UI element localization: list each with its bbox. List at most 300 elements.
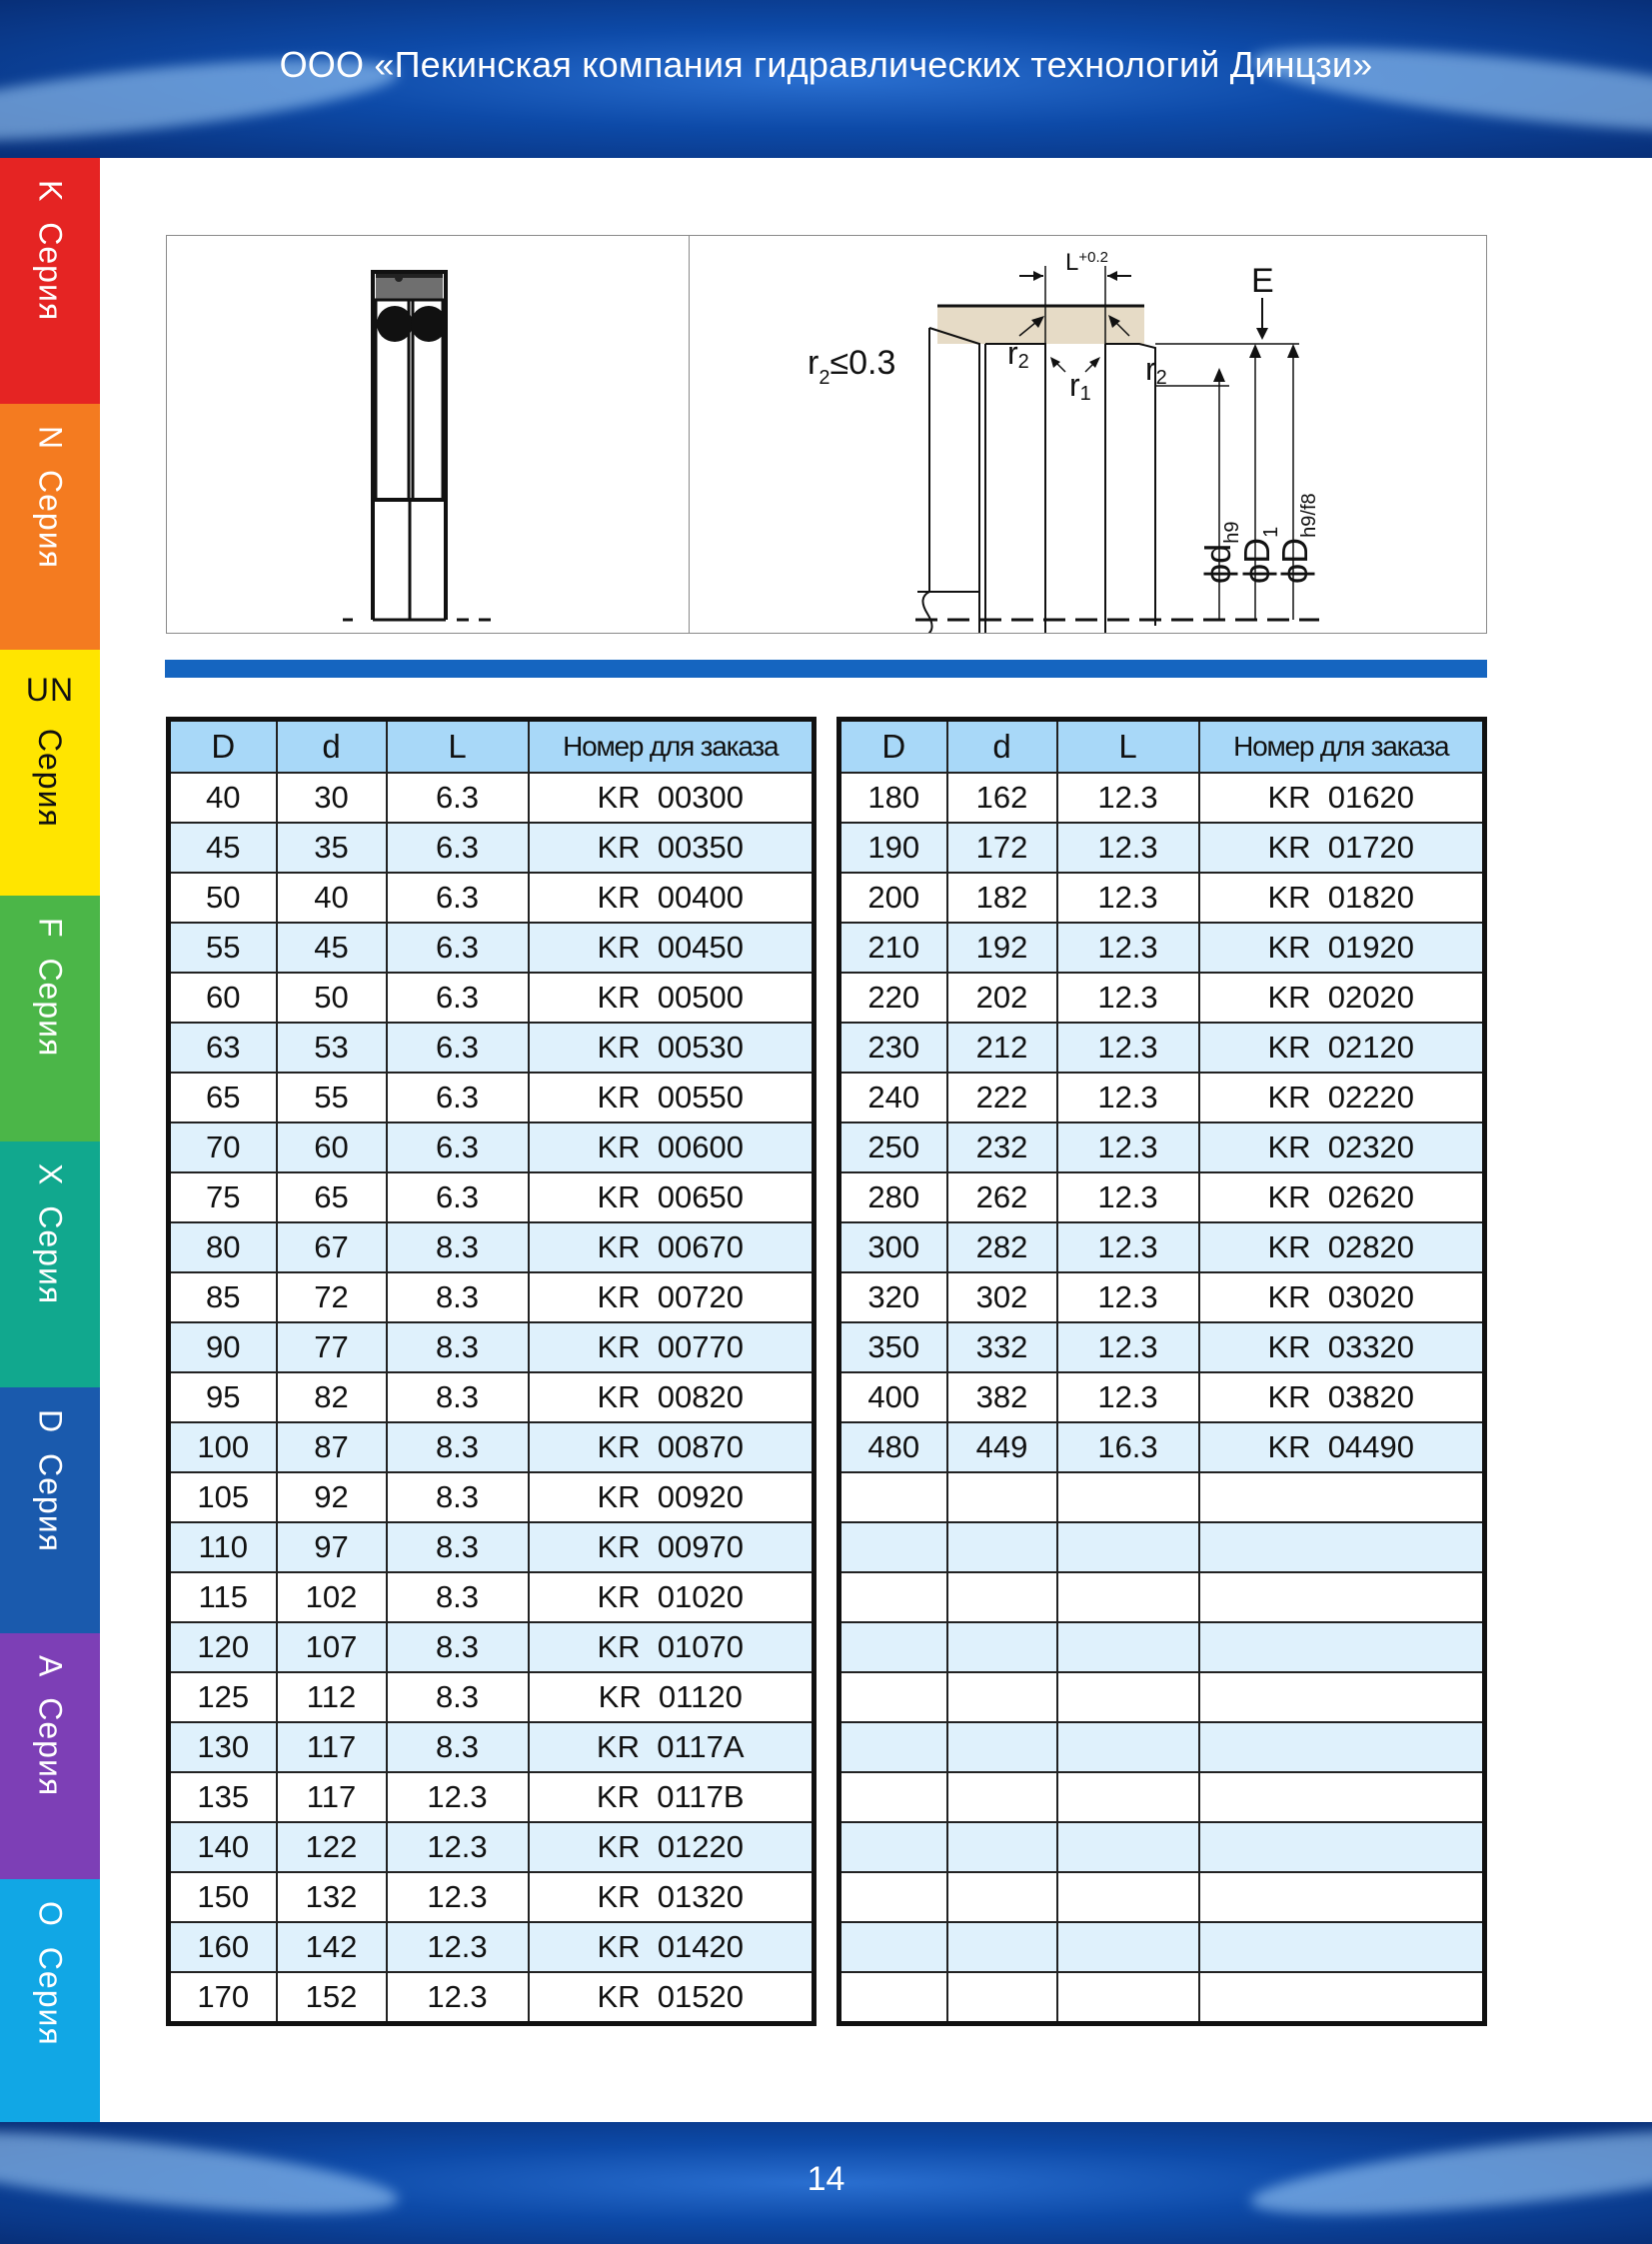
header-d: d <box>277 720 387 774</box>
table-row <box>169 1172 815 1222</box>
table-row <box>839 1422 1485 1472</box>
cell-D: 480 <box>839 1422 947 1472</box>
cell-d: 302 <box>947 1272 1057 1322</box>
series-tab-f[interactable] <box>0 896 100 1141</box>
section-divider <box>165 660 1487 678</box>
table-row <box>169 1672 815 1722</box>
series-code: UN <box>25 672 75 708</box>
cell-D: 45 <box>169 823 277 873</box>
table-row <box>839 1172 1485 1222</box>
cell-L: 16.3 <box>1057 1422 1199 1472</box>
cell-D: 400 <box>839 1372 947 1422</box>
cell-d: 192 <box>947 923 1057 973</box>
cell-D: 350 <box>839 1322 947 1372</box>
series-code: F <box>32 918 69 939</box>
cell-d: 449 <box>947 1422 1057 1472</box>
table-row <box>169 1322 815 1372</box>
cell-order-number: KR 00820 <box>529 1372 815 1422</box>
header-title: ООО «Пекинская компания гидравлических технологий Динцзи» <box>279 44 1373 85</box>
cell-order-number: KR 0117A <box>529 1722 815 1772</box>
cell-L: 8.3 <box>387 1572 529 1622</box>
cell-D: 75 <box>169 1172 277 1222</box>
svg-text:r2: r2 <box>1145 351 1167 389</box>
table-row <box>169 1472 815 1522</box>
cell-D: 280 <box>839 1172 947 1222</box>
cell-D: 210 <box>839 923 947 973</box>
cell-d: 65 <box>277 1172 387 1222</box>
cell-order-number: KR 00870 <box>529 1422 815 1472</box>
cell-D: 115 <box>169 1572 277 1622</box>
cell-L: 12.3 <box>387 1922 529 1972</box>
series-label: Серия <box>32 222 69 322</box>
cell-L: 12.3 <box>1057 1073 1199 1122</box>
cell-L: 6.3 <box>387 823 529 873</box>
svg-text:r2≤0.3: $r_2\le 0.3$ <box>808 344 896 389</box>
cell-D: 120 <box>169 1622 277 1672</box>
cell-d: 82 <box>277 1372 387 1422</box>
cell-order-number: KR 01420 <box>529 1922 815 1972</box>
table-row <box>839 1073 1485 1122</box>
cell-order-number <box>1199 1872 1485 1922</box>
header-D: D <box>169 720 277 774</box>
cell-d: 142 <box>277 1922 387 1972</box>
cell-L: 8.3 <box>387 1622 529 1672</box>
cell-D <box>839 1572 947 1622</box>
cell-d <box>947 1922 1057 1972</box>
cell-L: 6.3 <box>387 923 529 973</box>
cell-order-number: KR 00920 <box>529 1472 815 1522</box>
series-tab-o[interactable] <box>0 1879 100 2125</box>
cell-d: 77 <box>277 1322 387 1372</box>
table-row <box>839 1122 1485 1172</box>
cell-D: 90 <box>169 1322 277 1372</box>
cell-order-number <box>1199 1772 1485 1822</box>
cell-L: 12.3 <box>1057 1222 1199 1272</box>
cell-d: 60 <box>277 1122 387 1172</box>
series-label: Серия <box>32 1697 69 1797</box>
cell-order-number: KR 03820 <box>1199 1372 1485 1422</box>
table-row <box>839 823 1485 873</box>
cell-order-number: KR 02220 <box>1199 1073 1485 1122</box>
cell-d: 172 <box>947 823 1057 873</box>
cell-order-number <box>1199 1572 1485 1622</box>
cell-d: 152 <box>277 1972 387 2024</box>
cell-order-number: KR 00970 <box>529 1522 815 1572</box>
svg-text:E: E <box>1251 262 1274 300</box>
cell-d: 122 <box>277 1822 387 1872</box>
svg-text:ϕD1: $\phi D_1$ <box>1236 526 1282 584</box>
cell-L: 12.3 <box>1057 1272 1199 1322</box>
cell-order-number: KR 01220 <box>529 1822 815 1872</box>
series-tab-un[interactable] <box>0 650 100 896</box>
cell-order-number: KR 00670 <box>529 1222 815 1272</box>
cell-D: 140 <box>169 1822 277 1872</box>
cell-d: 202 <box>947 973 1057 1023</box>
cell-L: 12.3 <box>1057 1023 1199 1073</box>
cell-D: 40 <box>169 773 277 823</box>
cell-order-number: KR 0117B <box>529 1772 815 1822</box>
cell-D <box>839 1522 947 1572</box>
cell-D: 55 <box>169 923 277 973</box>
cell-d: 182 <box>947 873 1057 923</box>
cell-order-number <box>1199 1622 1485 1672</box>
cell-d: 40 <box>277 873 387 923</box>
table-row <box>169 1972 815 2024</box>
cell-L: 6.3 <box>387 1122 529 1172</box>
cell-L: 12.3 <box>387 1822 529 1872</box>
cell-d: 117 <box>277 1772 387 1822</box>
cell-order-number: KR 01520 <box>529 1972 815 2024</box>
cell-d <box>947 1772 1057 1822</box>
cell-d: 30 <box>277 773 387 823</box>
cell-L: 6.3 <box>387 1172 529 1222</box>
series-tab-d[interactable] <box>0 1387 100 1633</box>
cell-d: 162 <box>947 773 1057 823</box>
page-number: 14 <box>807 2160 845 2198</box>
cell-L: 6.3 <box>387 1023 529 1073</box>
cell-d <box>947 1472 1057 1522</box>
cell-order-number <box>1199 1922 1485 1972</box>
cell-d: 50 <box>277 973 387 1023</box>
cell-order-number: KR 00550 <box>529 1073 815 1122</box>
table-row <box>169 973 815 1023</box>
cell-D <box>839 1722 947 1772</box>
cell-D: 200 <box>839 873 947 923</box>
cell-D: 180 <box>839 773 947 823</box>
cell-D <box>839 1672 947 1722</box>
table-row <box>169 873 815 923</box>
header-order-number: Номер для заказа <box>1199 720 1485 774</box>
table-header-row <box>169 720 815 774</box>
table-row <box>839 1572 1485 1622</box>
cell-order-number: KR 02320 <box>1199 1122 1485 1172</box>
cell-d: 212 <box>947 1023 1057 1073</box>
table-row <box>169 1122 815 1172</box>
cell-order-number: KR 00770 <box>529 1322 815 1372</box>
series-tab-k[interactable] <box>0 158 100 404</box>
cell-L <box>1057 1722 1199 1772</box>
cell-D: 85 <box>169 1272 277 1322</box>
table-row <box>169 773 815 823</box>
groove-dimension-drawing <box>690 236 1486 633</box>
cell-D: 60 <box>169 973 277 1023</box>
cell-order-number: KR 01620 <box>1199 773 1485 823</box>
cell-D: 250 <box>839 1122 947 1172</box>
cell-L: 8.3 <box>387 1372 529 1422</box>
size-table-left <box>166 717 817 2026</box>
table-row <box>169 1822 815 1872</box>
cell-D: 65 <box>169 1073 277 1122</box>
series-tab-x[interactable] <box>0 1141 100 1387</box>
cell-D: 220 <box>839 973 947 1023</box>
cell-order-number: KR 00450 <box>529 923 815 973</box>
cell-order-number <box>1199 1522 1485 1572</box>
cell-D: 300 <box>839 1222 947 1272</box>
cell-D: 240 <box>839 1073 947 1122</box>
cell-order-number <box>1199 1672 1485 1722</box>
cell-L: 12.3 <box>1057 773 1199 823</box>
series-code: X <box>32 1163 69 1186</box>
table-row <box>839 1522 1485 1572</box>
cell-order-number: KR 01120 <box>529 1672 815 1722</box>
groove-drawing-panel <box>689 235 1487 634</box>
series-label: Серия <box>32 958 69 1058</box>
cell-order-number: KR 02820 <box>1199 1222 1485 1272</box>
table-row <box>839 1922 1485 1972</box>
cell-d: 72 <box>277 1272 387 1322</box>
cell-L: 8.3 <box>387 1422 529 1472</box>
svg-text:r1: r1 <box>1069 367 1091 405</box>
cell-order-number <box>1199 1722 1485 1772</box>
cell-L: 8.3 <box>387 1322 529 1372</box>
cell-d: 87 <box>277 1422 387 1472</box>
table-row <box>169 1023 815 1073</box>
cell-order-number: KR 01070 <box>529 1622 815 1672</box>
cell-d: 382 <box>947 1372 1057 1422</box>
cell-D: 50 <box>169 873 277 923</box>
cell-L <box>1057 1672 1199 1722</box>
cell-L: 12.3 <box>1057 923 1199 973</box>
table-row <box>169 1772 815 1822</box>
cell-d <box>947 1872 1057 1922</box>
cell-D: 110 <box>169 1522 277 1572</box>
series-label: Серия <box>32 1205 69 1305</box>
cell-D: 80 <box>169 1222 277 1272</box>
table-row <box>169 1372 815 1422</box>
cell-L <box>1057 1922 1199 1972</box>
cell-D <box>839 1872 947 1922</box>
series-label: Серия <box>32 728 68 828</box>
table-row <box>169 1872 815 1922</box>
size-table-right <box>836 717 1487 2026</box>
cell-d: 232 <box>947 1122 1057 1172</box>
cell-D <box>839 1772 947 1822</box>
cell-D <box>839 1472 947 1522</box>
cell-L: 6.3 <box>387 973 529 1023</box>
cell-order-number: KR 02620 <box>1199 1172 1485 1222</box>
cell-order-number: KR 00650 <box>529 1172 815 1222</box>
cell-D: 125 <box>169 1672 277 1722</box>
series-code: D <box>32 1409 69 1434</box>
series-code: K <box>32 180 69 203</box>
cell-d: 92 <box>277 1472 387 1522</box>
cell-L: 12.3 <box>1057 1172 1199 1222</box>
cell-D <box>839 1622 947 1672</box>
series-code: A <box>32 1655 69 1678</box>
table-row <box>839 1222 1485 1272</box>
cell-L: 12.3 <box>1057 823 1199 873</box>
cell-D: 95 <box>169 1372 277 1422</box>
table-row <box>169 1922 815 1972</box>
cell-D: 63 <box>169 1023 277 1073</box>
cell-d: 35 <box>277 823 387 873</box>
table-row <box>169 1272 815 1322</box>
cell-d <box>947 1572 1057 1622</box>
header-order-number: Номер для заказа <box>529 720 815 774</box>
cell-L: 12.3 <box>1057 873 1199 923</box>
table-row <box>169 1073 815 1122</box>
cell-D: 150 <box>169 1872 277 1922</box>
cell-order-number: KR 00300 <box>529 773 815 823</box>
cell-d: 332 <box>947 1322 1057 1372</box>
cell-D <box>839 1972 947 2024</box>
cell-D: 230 <box>839 1023 947 1073</box>
cell-D: 170 <box>169 1972 277 2024</box>
cell-order-number <box>1199 1822 1485 1872</box>
header-banner <box>0 0 1652 158</box>
cell-D: 160 <box>169 1922 277 1972</box>
cell-L: 12.3 <box>387 1872 529 1922</box>
table-row <box>839 1822 1485 1872</box>
table-row <box>169 1422 815 1472</box>
cell-D <box>839 1822 947 1872</box>
seal-drawing-panel <box>166 235 690 634</box>
cell-order-number: KR 02120 <box>1199 1023 1485 1073</box>
series-label: Серия <box>32 1453 69 1552</box>
table-row <box>169 1222 815 1272</box>
cell-order-number: KR 01020 <box>529 1572 815 1622</box>
table-row <box>839 923 1485 973</box>
cell-L <box>1057 1572 1199 1622</box>
cell-order-number: KR 03020 <box>1199 1272 1485 1322</box>
table-row <box>839 873 1485 923</box>
cell-d: 222 <box>947 1073 1057 1122</box>
cell-L <box>1057 1772 1199 1822</box>
cell-d: 97 <box>277 1522 387 1572</box>
cell-L: 8.3 <box>387 1722 529 1772</box>
cell-d: 262 <box>947 1172 1057 1222</box>
cell-L: 12.3 <box>1057 1372 1199 1422</box>
cell-order-number: KR 04490 <box>1199 1422 1485 1472</box>
cell-D: 100 <box>169 1422 277 1472</box>
cell-order-number: KR 00350 <box>529 823 815 873</box>
cell-d: 107 <box>277 1622 387 1672</box>
cell-L: 8.3 <box>387 1672 529 1722</box>
cell-order-number: KR 02020 <box>1199 973 1485 1023</box>
cell-L: 6.3 <box>387 1073 529 1122</box>
table-row <box>839 1622 1485 1672</box>
cell-order-number: KR 01820 <box>1199 873 1485 923</box>
table-row <box>169 1572 815 1622</box>
table-row <box>839 1023 1485 1073</box>
table-row <box>839 773 1485 823</box>
series-code: N <box>32 426 69 451</box>
cell-d <box>947 1722 1057 1772</box>
cell-d: 53 <box>277 1023 387 1073</box>
cell-D: 320 <box>839 1272 947 1322</box>
cell-D <box>839 1922 947 1972</box>
cell-d <box>947 1822 1057 1872</box>
table-row <box>839 1372 1485 1422</box>
series-tab-a[interactable] <box>0 1633 100 1879</box>
cell-L <box>1057 1972 1199 2024</box>
cell-order-number: KR 00400 <box>529 873 815 923</box>
table-row <box>839 1472 1485 1522</box>
series-label: Серия <box>32 470 69 569</box>
cell-order-number: KR 00720 <box>529 1272 815 1322</box>
cell-order-number: KR 00530 <box>529 1023 815 1073</box>
cell-d: 132 <box>277 1872 387 1922</box>
cell-L: 12.3 <box>1057 973 1199 1023</box>
cell-d: 45 <box>277 923 387 973</box>
header-D: D <box>839 720 947 774</box>
table-row <box>839 1772 1485 1822</box>
cell-order-number: KR 01920 <box>1199 923 1485 973</box>
cell-D: 130 <box>169 1722 277 1772</box>
cell-L: 6.3 <box>387 873 529 923</box>
cell-order-number: KR 01720 <box>1199 823 1485 873</box>
cell-D: 70 <box>169 1122 277 1172</box>
cell-d: 102 <box>277 1572 387 1622</box>
cell-order-number: KR 00600 <box>529 1122 815 1172</box>
cell-d: 117 <box>277 1722 387 1772</box>
header-L: L <box>387 720 529 774</box>
table-row <box>839 1272 1485 1322</box>
cell-L <box>1057 1522 1199 1572</box>
cell-L <box>1057 1872 1199 1922</box>
cell-d <box>947 1522 1057 1572</box>
cell-L: 12.3 <box>1057 1322 1199 1372</box>
header-d: d <box>947 720 1057 774</box>
cell-L: 6.3 <box>387 773 529 823</box>
cell-L <box>1057 1822 1199 1872</box>
svg-text:r2: r2 <box>1007 335 1029 373</box>
svg-text:L+0.2: $L^{+0.2}$ <box>1065 249 1108 276</box>
cell-L: 12.3 <box>387 1772 529 1822</box>
table-row <box>839 1722 1485 1772</box>
cell-D: 190 <box>839 823 947 873</box>
cell-d: 67 <box>277 1222 387 1272</box>
cell-order-number: KR 00500 <box>529 973 815 1023</box>
cell-d: 112 <box>277 1672 387 1722</box>
footer-banner <box>0 2122 1652 2244</box>
cell-d <box>947 1672 1057 1722</box>
cell-L: 12.3 <box>387 1972 529 2024</box>
cell-order-number: KR 03320 <box>1199 1322 1485 1372</box>
cell-L <box>1057 1472 1199 1522</box>
table-row <box>169 1522 815 1572</box>
cell-d <box>947 1622 1057 1672</box>
table-row <box>169 1722 815 1772</box>
cell-D: 105 <box>169 1472 277 1522</box>
cell-d <box>947 1972 1057 2024</box>
table-row <box>839 973 1485 1023</box>
table-row <box>169 823 815 873</box>
cell-L <box>1057 1622 1199 1672</box>
table-row <box>839 1672 1485 1722</box>
cell-D: 135 <box>169 1772 277 1822</box>
cell-d: 55 <box>277 1073 387 1122</box>
cell-L: 8.3 <box>387 1272 529 1322</box>
table-row <box>839 1322 1485 1372</box>
header-L: L <box>1057 720 1199 774</box>
cell-order-number <box>1199 1472 1485 1522</box>
series-tab-n[interactable] <box>0 404 100 650</box>
table-row <box>169 923 815 973</box>
table-row <box>169 1622 815 1672</box>
seal-cross-section-drawing <box>167 236 689 633</box>
cell-L: 12.3 <box>1057 1122 1199 1172</box>
table-header-row <box>839 720 1485 774</box>
cell-L: 8.3 <box>387 1522 529 1572</box>
cell-order-number <box>1199 1972 1485 2024</box>
svg-text:ϕdh9: $\phi d_{h9}$ <box>1197 521 1243 584</box>
series-label: Серия <box>32 1946 69 2046</box>
series-code: O <box>32 1901 69 1927</box>
table-row <box>839 1872 1485 1922</box>
cell-d: 282 <box>947 1222 1057 1272</box>
cell-L: 8.3 <box>387 1222 529 1272</box>
